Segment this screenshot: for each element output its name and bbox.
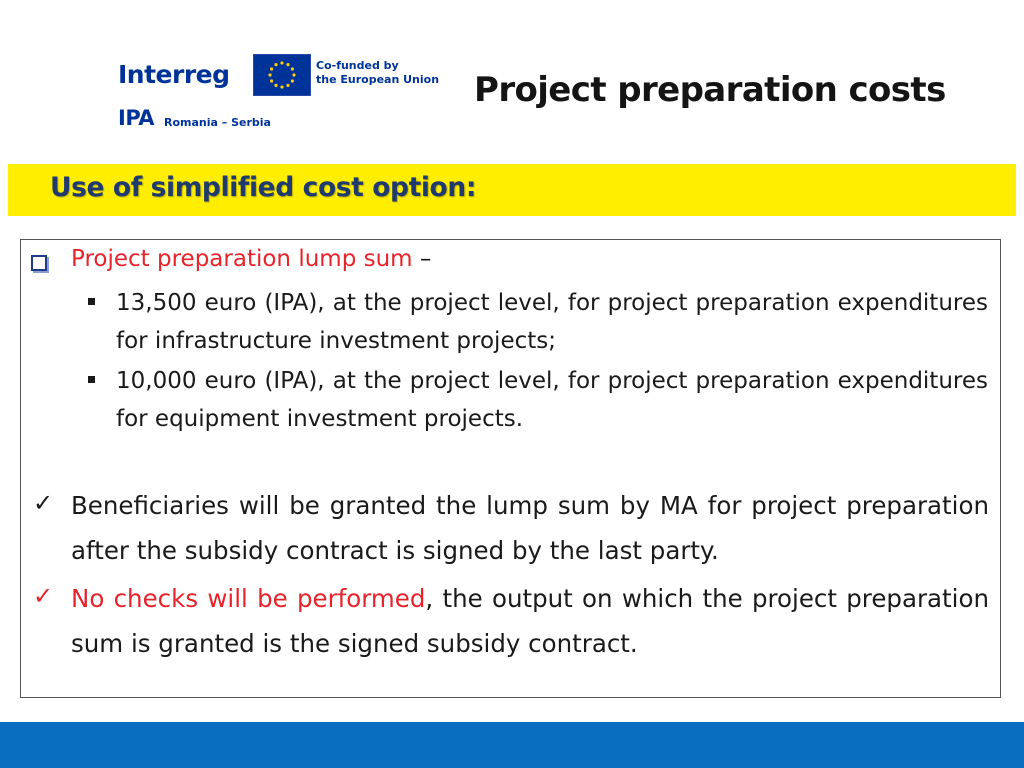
eu-star-icon	[268, 73, 271, 76]
eu-star-icon	[274, 63, 277, 66]
intro-line	[71, 246, 431, 272]
sub-item-equipment: 10,000 euro (IPA), at the project level, for project preparation expenditures for equipment investment projects.	[116, 368, 988, 432]
sub-bullet-icon	[88, 376, 95, 383]
eu-star-icon	[270, 79, 273, 82]
eu-star-icon	[286, 63, 289, 66]
no-checks-rest: , the output on which the project preparation sum is granted is the signed subsidy contract.	[71, 584, 989, 658]
eu-star-icon	[280, 85, 283, 88]
sub-item-infrastructure: 13,500 euro (IPA), at the project level, for project preparation expenditures for infrastructure investment projects;	[116, 290, 988, 354]
eu-star-icon	[274, 84, 277, 87]
square-bullet-icon	[31, 255, 47, 271]
eu-star-icon	[270, 67, 273, 70]
check-item-beneficiaries: Beneficiaries will be granted the lump sum by MA for project preparation after the subsidy contract is signed by the last party.	[71, 491, 989, 565]
eu-star-icon	[292, 73, 295, 76]
cofunded-label	[316, 59, 446, 87]
eu-star-icon	[280, 61, 283, 64]
interreg-wordmark: Interreg	[118, 60, 230, 89]
region-label: Romania – Serbia	[164, 116, 271, 129]
eu-flag-icon	[253, 54, 311, 96]
cofunded-line-2: the European Union	[316, 73, 440, 86]
slide-title: Project preparation costs	[474, 70, 946, 110]
footer-bar	[0, 722, 1024, 768]
ipa-wordmark: IPA	[118, 106, 155, 130]
section-banner	[8, 164, 1016, 216]
program-logo	[118, 52, 448, 136]
eu-star-icon	[286, 84, 289, 87]
checkmark-red-icon: ✓	[33, 582, 54, 610]
intro-label: Project preparation lump sum	[71, 246, 413, 272]
cofunded-line-1: Co-funded by	[316, 59, 399, 72]
no-checks-highlight: No checks will be performed	[71, 584, 426, 613]
intro-dash: –	[419, 246, 432, 272]
check-item-no-checks	[71, 576, 989, 666]
eu-star-icon	[291, 79, 294, 82]
checkmark-icon: ✓	[33, 489, 54, 517]
banner-heading: Use of simplified cost option:	[50, 172, 477, 203]
sub-bullet-icon	[88, 298, 95, 305]
content-box	[20, 239, 1001, 698]
eu-star-icon	[291, 67, 294, 70]
